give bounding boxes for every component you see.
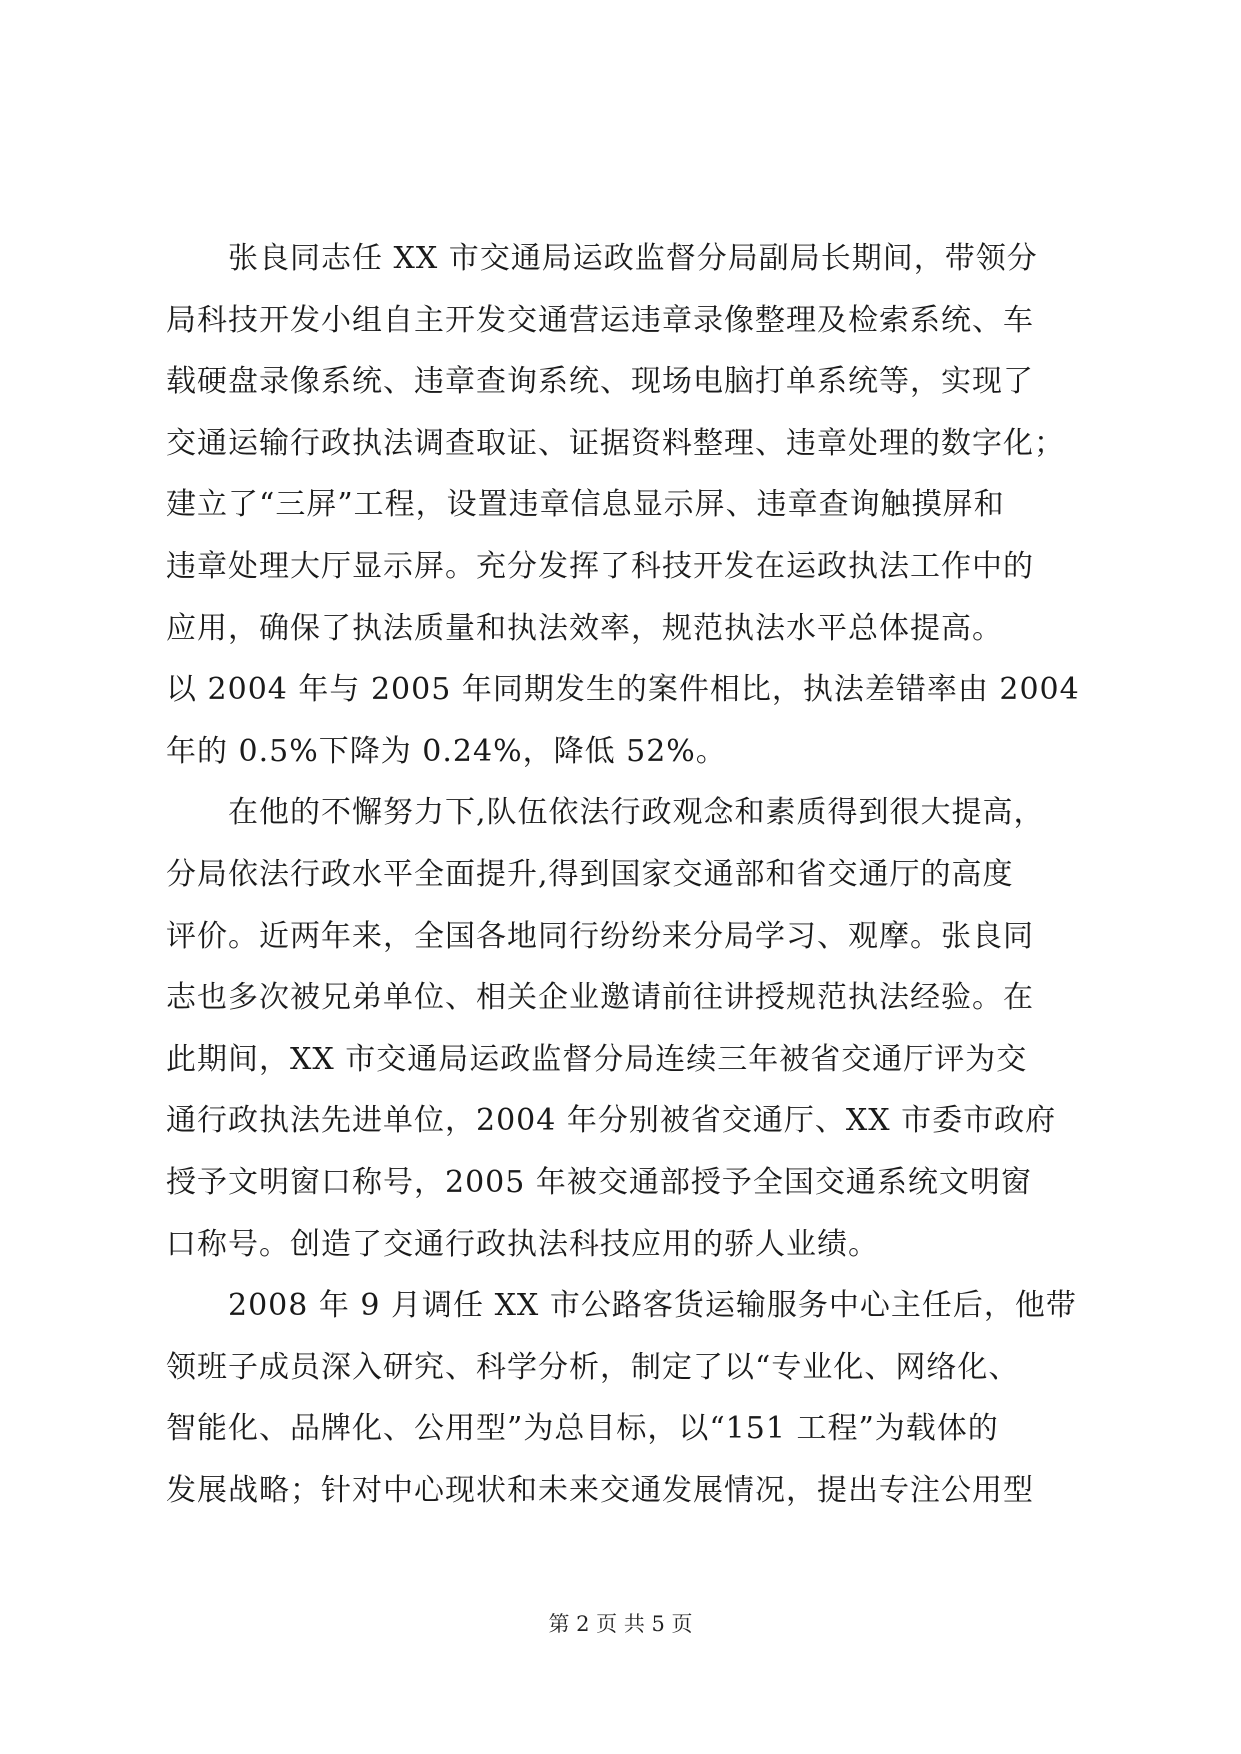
text-line: 领班子成员深入研究、科学分析，制定了以“专业化、网络化、 (166, 1349, 1020, 1385)
page-number-footer: 第 2 页 共 5 页 (548, 1612, 693, 1636)
document-body (166, 228, 1081, 1521)
text-line: 年的 0.5%下降为 0.24%，降低 52%。 (166, 733, 727, 769)
text-line: 张良同志任 XX 市交通局运政监督分局副局长期间，带领分 (166, 241, 1038, 276)
text-line: 授予文明窗口称号，2005 年被交通部授予全国交通系统文明窗 (166, 1164, 1032, 1200)
text-line: 智能化、品牌化、公用型”为总目标，以“151 工程”为载体的 (166, 1411, 999, 1447)
paragraph-3 (166, 1275, 1081, 1521)
text-line: 通行政执法先进单位，2004 年分别被省交通厅、XX 市委市政府 (166, 1103, 1057, 1139)
text-line: 分局依法行政水平全面提升,得到国家交通部和省交通厅的高度 (166, 856, 1014, 892)
text-line: 志也多次被兄弟单位、相关企业邀请前往讲授规范执法经验。在 (166, 980, 1034, 1016)
text-line: 建立了“三屏”工程，设置违章信息显示屏、违章查询触摸屏和 (166, 487, 1005, 523)
text-line: 评价。近两年来，全国各地同行纷纷来分局学习、观摩。张良同 (166, 918, 1034, 954)
text-line: 此期间，XX 市交通局运政监督分局连续三年被省交通厅评为交 (166, 1041, 1028, 1077)
text-line: 应用，确保了执法质量和执法效率，规范执法水平总体提高。 (166, 610, 1003, 646)
text-line: 交通运输行政执法调查取证、证据资料整理、违章处理的数字化； (166, 425, 1065, 461)
paragraph-1 (166, 228, 1081, 782)
text-line: 以 2004 年与 2005 年同期发生的案件相比，执法差错率由 2004 (166, 672, 1080, 708)
text-line: 违章处理大厅显示屏。充分发挥了科技开发在运政执法工作中的 (166, 548, 1034, 584)
text-line: 在他的不懈努力下,队伍依法行政观念和素质得到很大提高， (166, 795, 1045, 831)
text-line: 2008 年 9 月调任 XX 市公路客货运输服务中心主任后，他带 (166, 1288, 1077, 1324)
text-line: 发展战略；针对中心现状和未来交通发展情况，提出专注公用型 (166, 1472, 1034, 1508)
text-line: 载硬盘录像系统、违章查询系统、现场电脑打单系统等，实现了 (166, 364, 1034, 400)
paragraph-2 (166, 782, 1081, 1275)
text-line: 口称号。创造了交通行政执法科技应用的骄人业绩。 (166, 1226, 879, 1262)
text-line: 局科技开发小组自主开发交通营运违章录像整理及检索系统、车 (166, 302, 1034, 338)
